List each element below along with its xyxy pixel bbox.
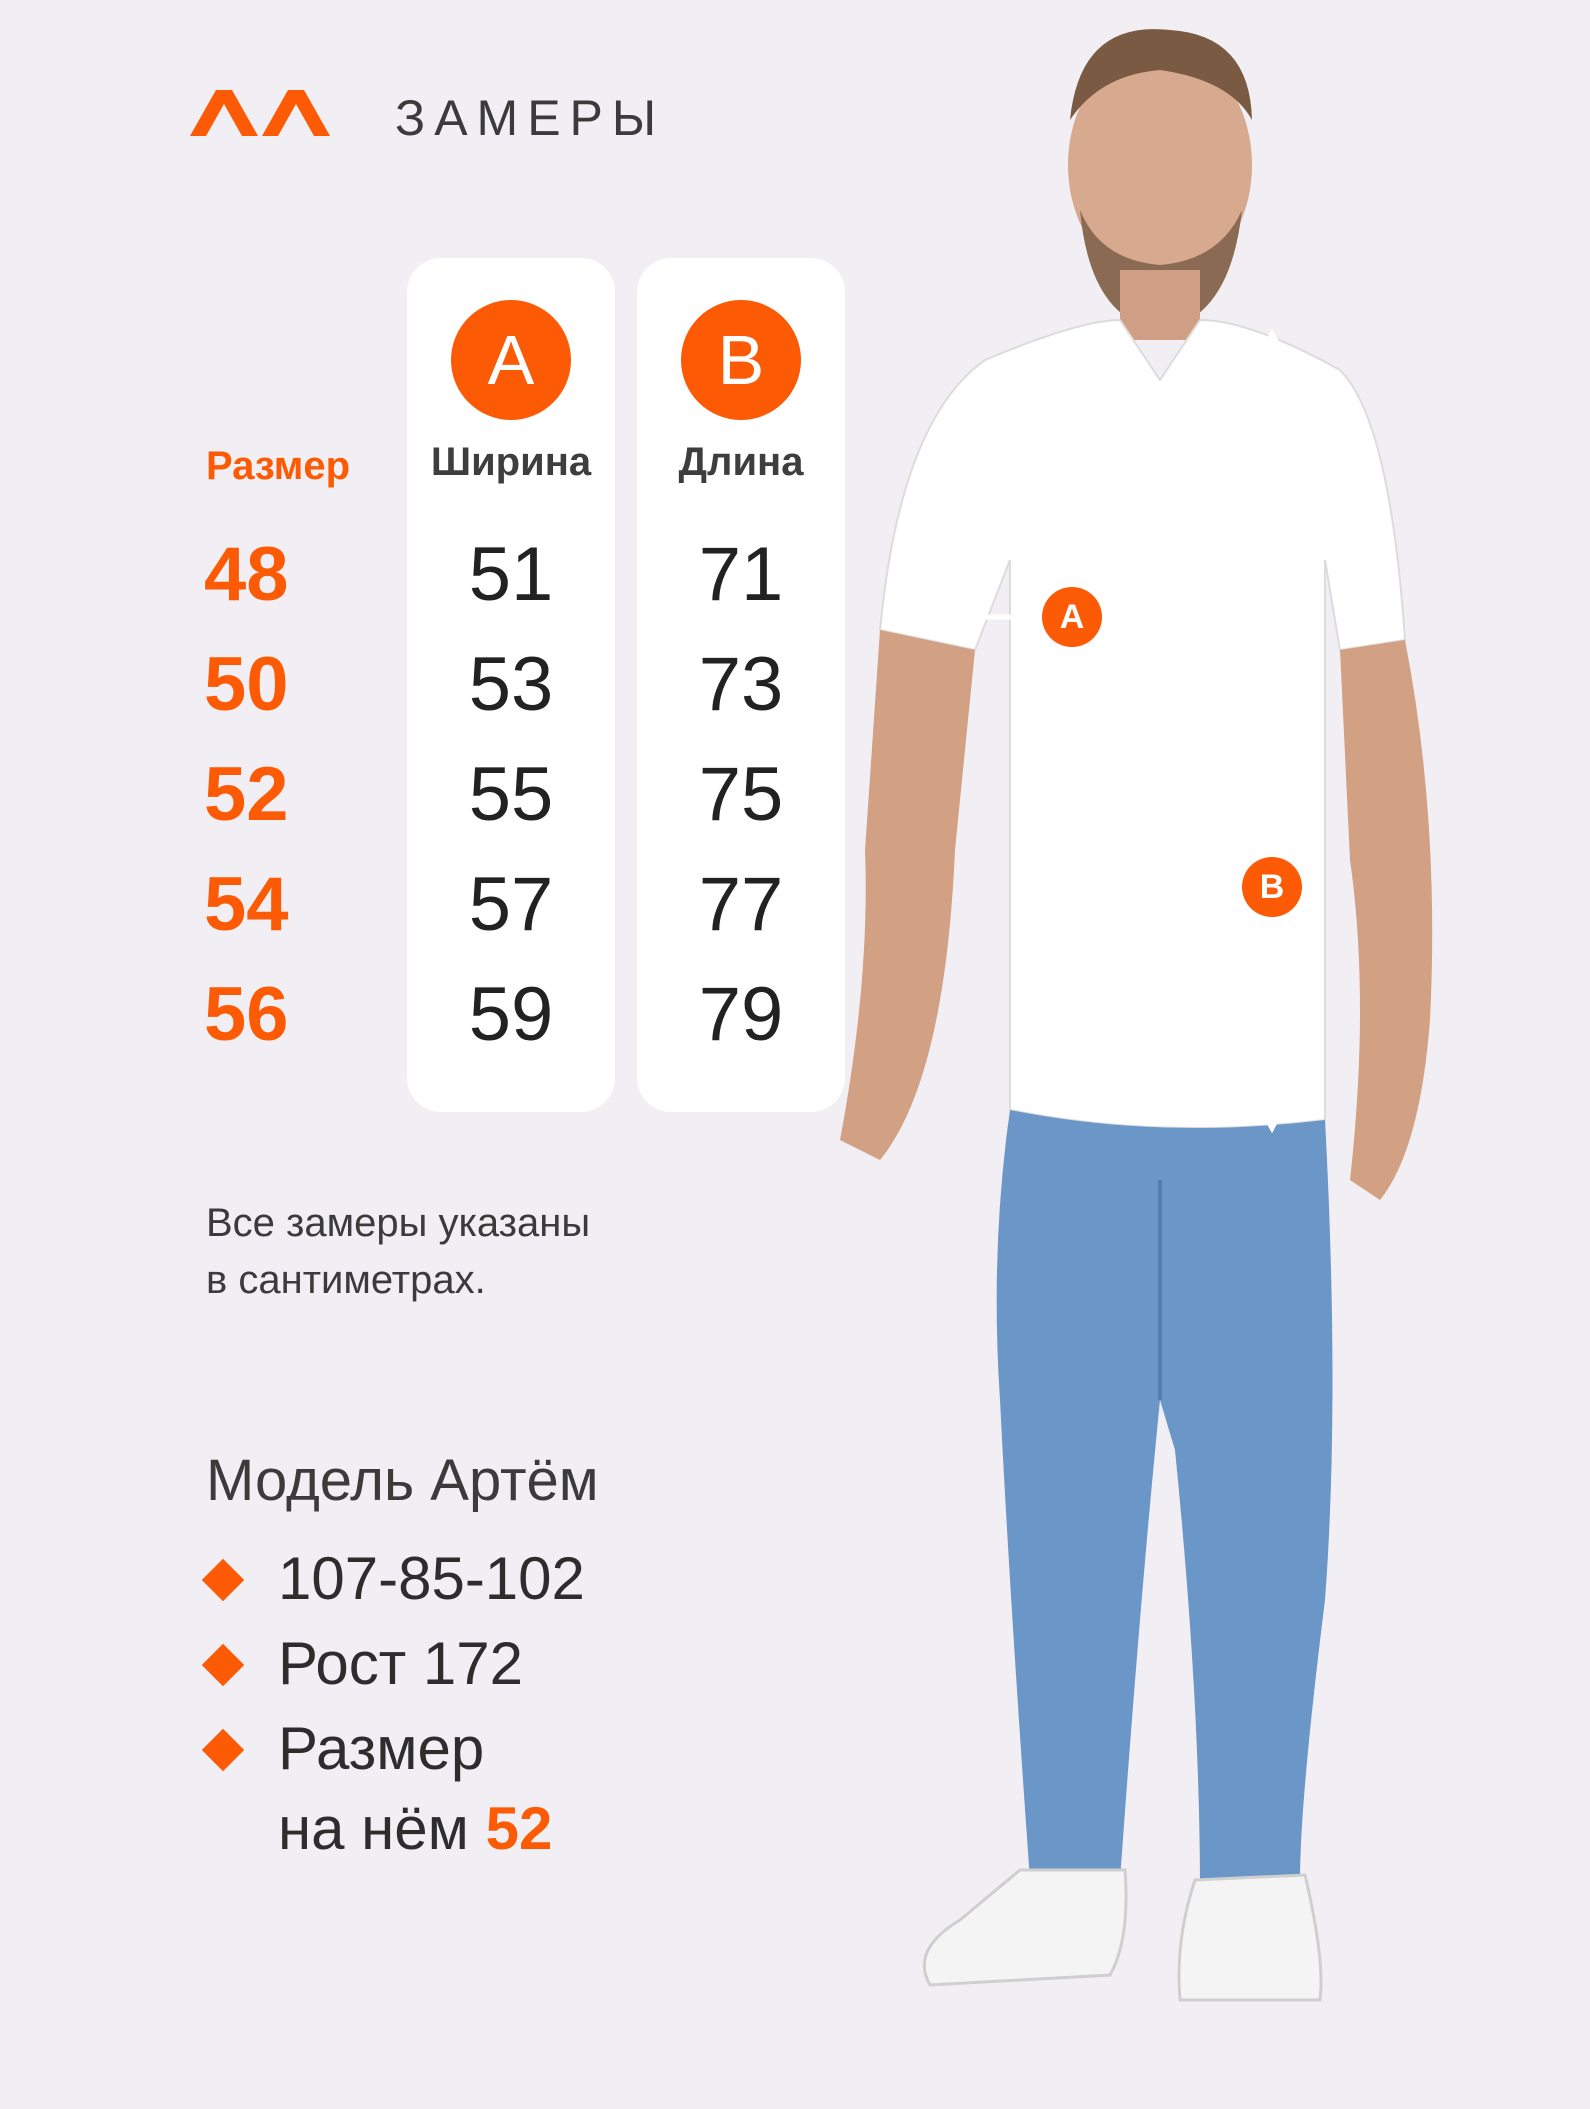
width-value: 51: [468, 532, 554, 617]
length-value: 73: [698, 642, 784, 727]
size-value: 52: [204, 752, 289, 837]
length-value: 77: [698, 862, 784, 947]
diamond-bullet-icon: [202, 1729, 244, 1771]
badge-b: B: [681, 300, 801, 420]
brand-logo-icon: [190, 90, 330, 136]
size-value: 48: [204, 532, 289, 617]
model-size-prefix: на нём: [278, 1795, 469, 1862]
width-value: 53: [468, 642, 554, 727]
badge-a: A: [451, 300, 571, 420]
length-value: 71: [698, 532, 784, 617]
units-note: [206, 1195, 726, 1309]
diamond-bullet-icon: [202, 1644, 244, 1686]
size-value: 54: [204, 862, 289, 947]
callout-a-marker: A: [1042, 587, 1102, 647]
length-value: 79: [698, 972, 784, 1057]
size-value: 56: [204, 972, 289, 1057]
model-title: Модель Артём: [206, 1448, 599, 1513]
model-size-value: 52: [485, 1795, 553, 1862]
width-value: 59: [468, 972, 554, 1057]
width-column-header: Ширина: [430, 440, 592, 484]
model-photo: [780, 0, 1495, 2109]
callout-b-marker: B: [1242, 857, 1302, 917]
page-title: ЗАМЕРЫ: [395, 90, 666, 146]
length-value: 75: [698, 752, 784, 837]
size-column-header: Размер: [206, 444, 351, 488]
size-value: 50: [204, 642, 289, 727]
model-height: Рост 172: [278, 1630, 524, 1697]
model-size-label: Размер: [278, 1715, 485, 1782]
right-margin: [1495, 0, 1590, 2109]
width-value: 55: [468, 752, 554, 837]
units-note-line: Все замеры указаны: [206, 1201, 591, 1245]
model-measurements: 107-85-102: [278, 1545, 585, 1612]
diamond-bullet-icon: [202, 1559, 244, 1601]
width-value: 57: [468, 862, 554, 947]
units-note-line: в сантиметрах.: [206, 1258, 486, 1302]
length-column-header: Длина: [678, 440, 804, 484]
width-column-card: [407, 258, 615, 1112]
model-size-line: [278, 1790, 552, 1868]
